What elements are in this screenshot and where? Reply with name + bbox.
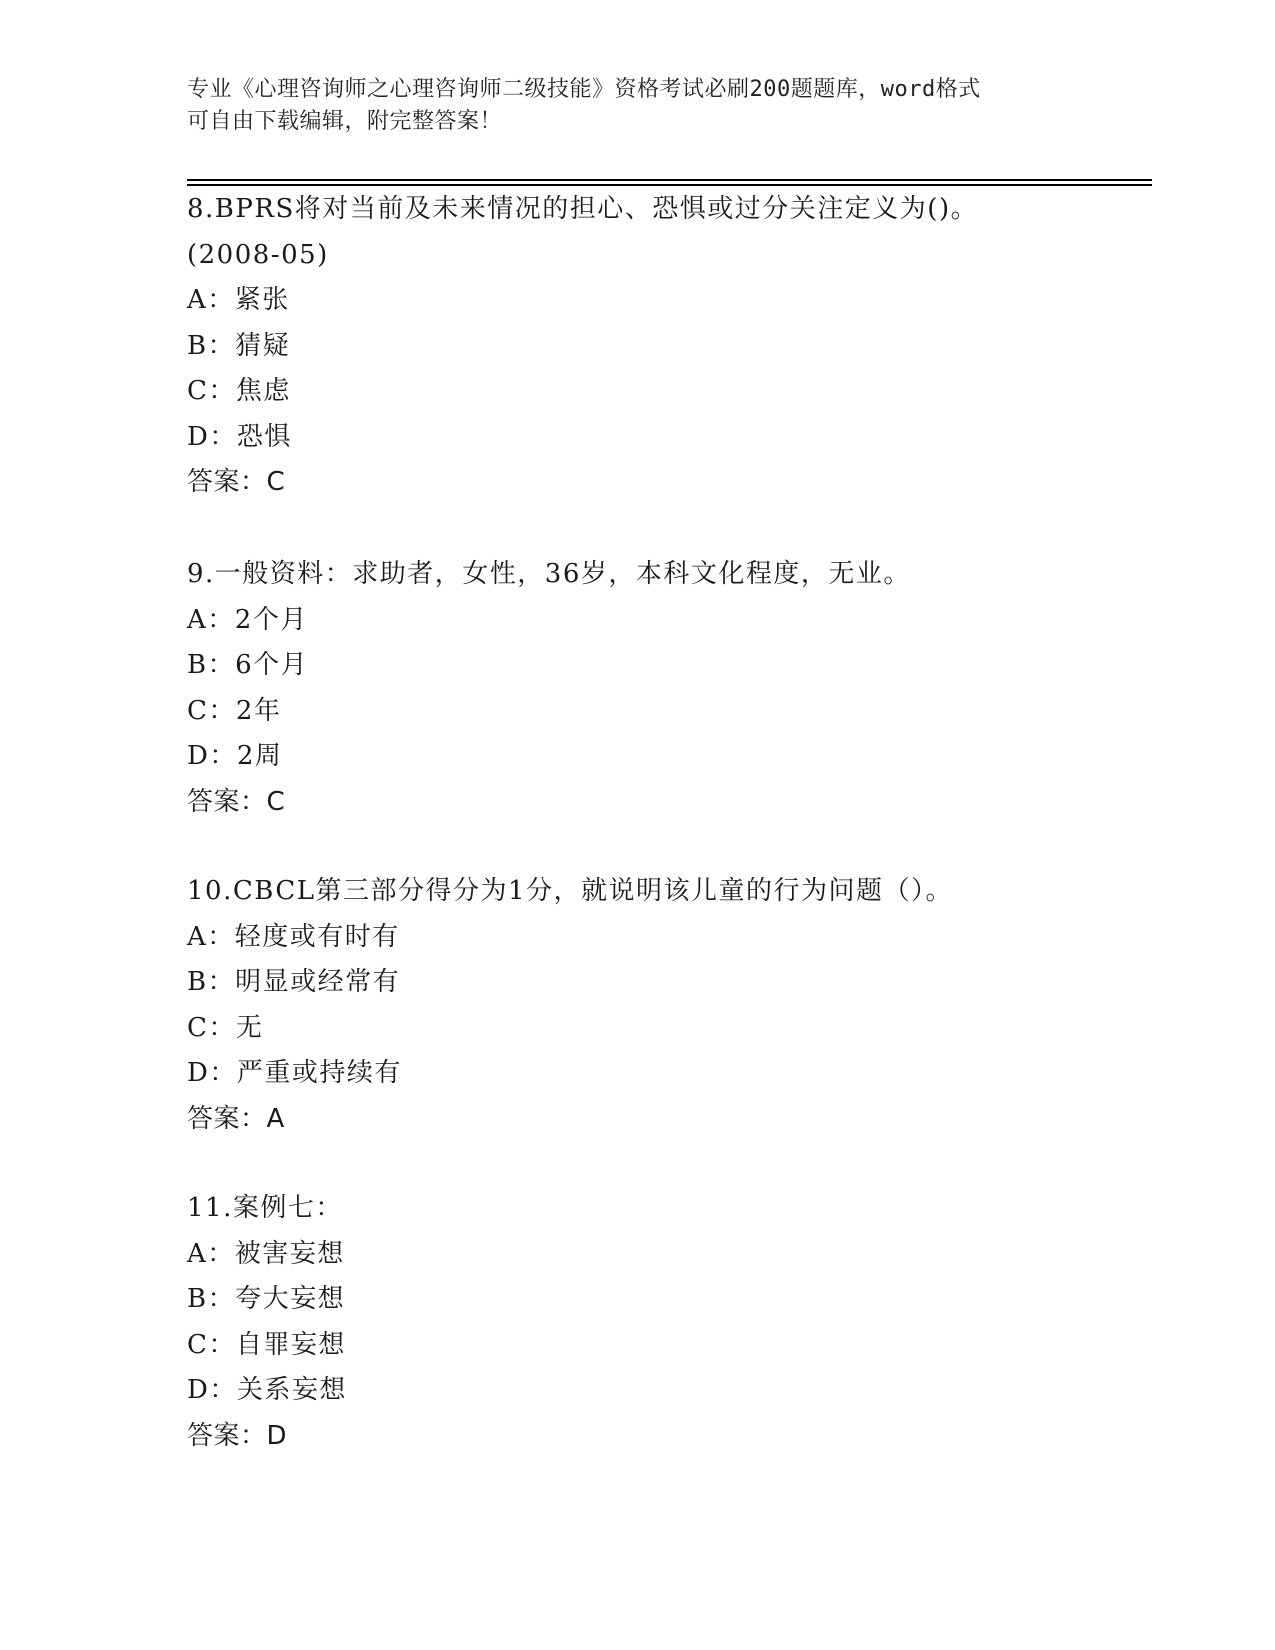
- option-text: 关系妄想: [236, 1375, 347, 1405]
- option-key: C：: [187, 1012, 236, 1043]
- option-text: 明显或经常有: [235, 967, 401, 997]
- option-key: D：: [187, 1058, 237, 1088]
- option-key: C：: [187, 376, 236, 406]
- option-text: 2年: [235, 695, 282, 726]
- option-key: B：: [187, 650, 236, 680]
- question-stem: 11.案例七：: [187, 1193, 343, 1223]
- option-a: [187, 1232, 1152, 1278]
- option-key: A：: [187, 1238, 235, 1269]
- header-divider-top: [187, 179, 1152, 181]
- answer-line: 答案：C: [187, 467, 286, 497]
- question-stem: 9.一般资料：求助者，女性，36岁，本科文化程度，无业。: [187, 559, 911, 589]
- option-text: 被害妄想: [234, 1238, 345, 1269]
- option-key: A：: [187, 921, 235, 952]
- option-key: A：: [187, 604, 235, 635]
- option-c: [187, 369, 1152, 415]
- answer-line: 答案：A: [187, 1103, 285, 1134]
- option-text: 焦虑: [235, 376, 291, 406]
- option-c: [187, 689, 1152, 735]
- option-text: 紧张: [234, 285, 290, 315]
- option-key: B：: [187, 967, 236, 997]
- option-key: C：: [187, 1329, 236, 1360]
- option-b: [187, 324, 1152, 370]
- option-d: [187, 1368, 1152, 1414]
- option-text: 无: [235, 1012, 264, 1043]
- question-stem: 8.BPRS将对当前及未来情况的担心、恐惧或过分关注定义为()。: [187, 194, 979, 224]
- option-a: [187, 598, 1152, 644]
- option-text: 自罪妄想: [235, 1329, 346, 1360]
- option-key: D：: [187, 741, 237, 771]
- question-10: [187, 869, 1152, 1142]
- option-b: [187, 643, 1152, 689]
- question-11: [187, 1186, 1152, 1459]
- option-text: 2周: [236, 741, 283, 771]
- answer-line: 答案：C: [187, 786, 286, 817]
- option-c: [187, 1323, 1152, 1369]
- option-key: D：: [187, 421, 237, 452]
- option-d: [187, 1051, 1152, 1097]
- option-c: [187, 1006, 1152, 1052]
- question-9: [187, 552, 1152, 825]
- question-8: [187, 187, 1152, 506]
- option-a: [187, 915, 1152, 961]
- option-key: D：: [187, 1375, 237, 1405]
- option-text: 6个月: [235, 650, 309, 680]
- option-d: [187, 415, 1152, 461]
- option-d: [187, 734, 1152, 780]
- option-text: 轻度或有时有: [234, 921, 400, 952]
- option-key: A：: [187, 285, 235, 315]
- option-b: [187, 960, 1152, 1006]
- option-a: [187, 278, 1152, 324]
- option-text: 猜疑: [235, 330, 291, 361]
- option-key: C：: [187, 695, 236, 726]
- option-text: 恐惧: [236, 421, 292, 452]
- option-text: 夸大妄想: [235, 1284, 346, 1314]
- header-line-1: 专业《心理咨询师之心理咨询师二级技能》资格考试必刷200题题库，word格式: [187, 77, 981, 102]
- answer-line: 答案：D: [187, 1420, 288, 1451]
- question-stem: 10.CBCL第三部分得分为1分，就说明该儿童的行为问题（）。: [187, 876, 954, 906]
- option-key: B：: [187, 1284, 236, 1314]
- document-header: [187, 74, 1087, 138]
- question-stem-continued: (2008-05): [187, 239, 329, 270]
- header-line-2: 可自由下载编辑，附完整答案！: [187, 109, 503, 134]
- option-b: [187, 1277, 1152, 1323]
- header-divider-bottom: [187, 184, 1152, 186]
- option-key: B：: [187, 330, 236, 361]
- option-text: 严重或持续有: [236, 1058, 402, 1088]
- option-text: 2个月: [234, 604, 308, 635]
